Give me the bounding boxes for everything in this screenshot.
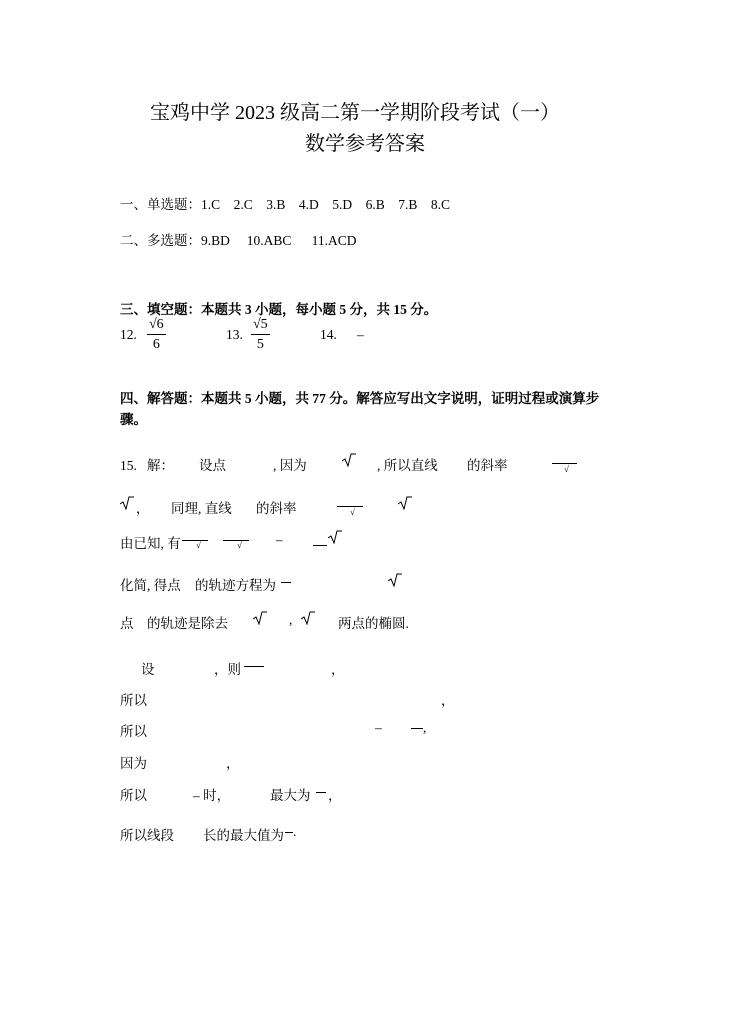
- section1-answers: 1.C 2.C 3.B 4.D 5.D 6.B 7.B 8.C: [201, 197, 451, 212]
- q15-line10-text: 最大为: [270, 788, 311, 803]
- q15-line3-text: 由已知, 有: [120, 536, 181, 551]
- section4-heading-line1: 四、解答题：本题共 5 小题，共 77 分。解答应写出文字说明，证明过程或演算步: [120, 391, 600, 406]
- fraction-bar: [182, 540, 208, 541]
- page-title: 宝鸡中学 2023 级高二第一学期阶段考试（一）: [150, 102, 560, 124]
- q15-line4-text: 化简, 得点: [120, 578, 181, 593]
- section4-heading-line2: 骤。: [120, 412, 147, 427]
- q15-line7-text: ，: [441, 693, 455, 708]
- fraction-bar: [316, 792, 326, 793]
- section3-heading: 三、填空题：本题共 3 小题，每小题 5 分，共 15 分。: [120, 302, 438, 317]
- q14-value: –: [357, 327, 364, 342]
- sqrt-icon: √: [237, 540, 242, 550]
- sqrt-icon: √: [350, 507, 355, 517]
- sqrt-icon: [328, 530, 342, 544]
- q15-line1-text: 的斜率: [467, 458, 508, 473]
- q15-line2-text: ，: [136, 501, 150, 516]
- sqrt-icon: [120, 496, 134, 510]
- fraction-bar: [411, 728, 423, 729]
- q15-line6-text: ，: [331, 662, 345, 677]
- fraction-bar: [285, 832, 293, 833]
- sqrt-icon: √: [564, 464, 569, 474]
- q15-line1-text: , 因为: [273, 458, 307, 473]
- q15-line4-text: 的轨迹方程为: [195, 578, 276, 593]
- q12-numerator: √6: [147, 318, 166, 335]
- q15-line9-text: 因为: [120, 756, 147, 771]
- q13-numerator: √5: [251, 318, 270, 335]
- q13-fraction: [251, 318, 270, 352]
- section1-label: 一、单选题：: [120, 197, 201, 212]
- q15-line5-text: 两点的椭圆.: [338, 616, 409, 631]
- q12-denominator: 6: [152, 337, 160, 352]
- fraction-bar: [281, 582, 291, 583]
- q15-line9-text: ，: [226, 756, 240, 771]
- fraction-bar: [223, 540, 249, 541]
- q15-line5-text: ,: [289, 612, 293, 627]
- page-subtitle: 数学参考答案: [305, 133, 425, 155]
- q15-line8-text: 所以: [120, 724, 147, 739]
- q15-line10-text: ，: [328, 788, 342, 803]
- fraction-bar: [244, 666, 264, 667]
- section2-answers: 9.BD 10.ABC 11.ACD: [201, 233, 357, 248]
- q12-label: 12.: [120, 327, 137, 342]
- q15-line2-text: 的斜率: [256, 501, 297, 516]
- q15-line5-text: 点: [120, 616, 134, 631]
- section1-row: [120, 193, 450, 213]
- sqrt-icon: [301, 611, 315, 625]
- q13-denominator: 5: [256, 337, 264, 352]
- section2-row: [120, 229, 357, 249]
- q14-label: 14.: [320, 327, 337, 342]
- q15-line1-text: 设点: [199, 458, 226, 473]
- q15-line2-text: 同理, 直线: [171, 501, 232, 516]
- q15-line6-text: 设: [141, 662, 155, 677]
- q15-line11-text: .: [293, 824, 297, 839]
- section2-label: 二、多选题：: [120, 233, 201, 248]
- q15-line1-label: 15. 解：: [120, 458, 174, 473]
- fraction-bar: [313, 545, 327, 546]
- q15-line8-text: ,: [423, 720, 427, 735]
- q15-line3-minus: –: [276, 532, 283, 547]
- sqrt-icon: [253, 611, 267, 625]
- q15-line8-minus: –: [375, 720, 382, 735]
- q15-line6-text: ，则: [214, 662, 241, 677]
- q13-label: 13.: [226, 327, 243, 342]
- sqrt-icon: [398, 496, 412, 510]
- q15-line7-text: 所以: [120, 693, 147, 708]
- q15-line11-text: 长的最大值为: [203, 828, 284, 843]
- sqrt-icon: [342, 453, 356, 467]
- q15-line10-text: – 时，: [193, 788, 231, 803]
- q12-fraction: [147, 318, 166, 352]
- sqrt-icon: √: [196, 540, 201, 550]
- sqrt-icon: [388, 573, 402, 587]
- q15-line11-text: 所以线段: [120, 828, 174, 843]
- q15-line5-text: 的轨迹是除去: [147, 616, 228, 631]
- q15-line1-text: , 所以直线: [377, 458, 438, 473]
- q15-line10-text: 所以: [120, 788, 147, 803]
